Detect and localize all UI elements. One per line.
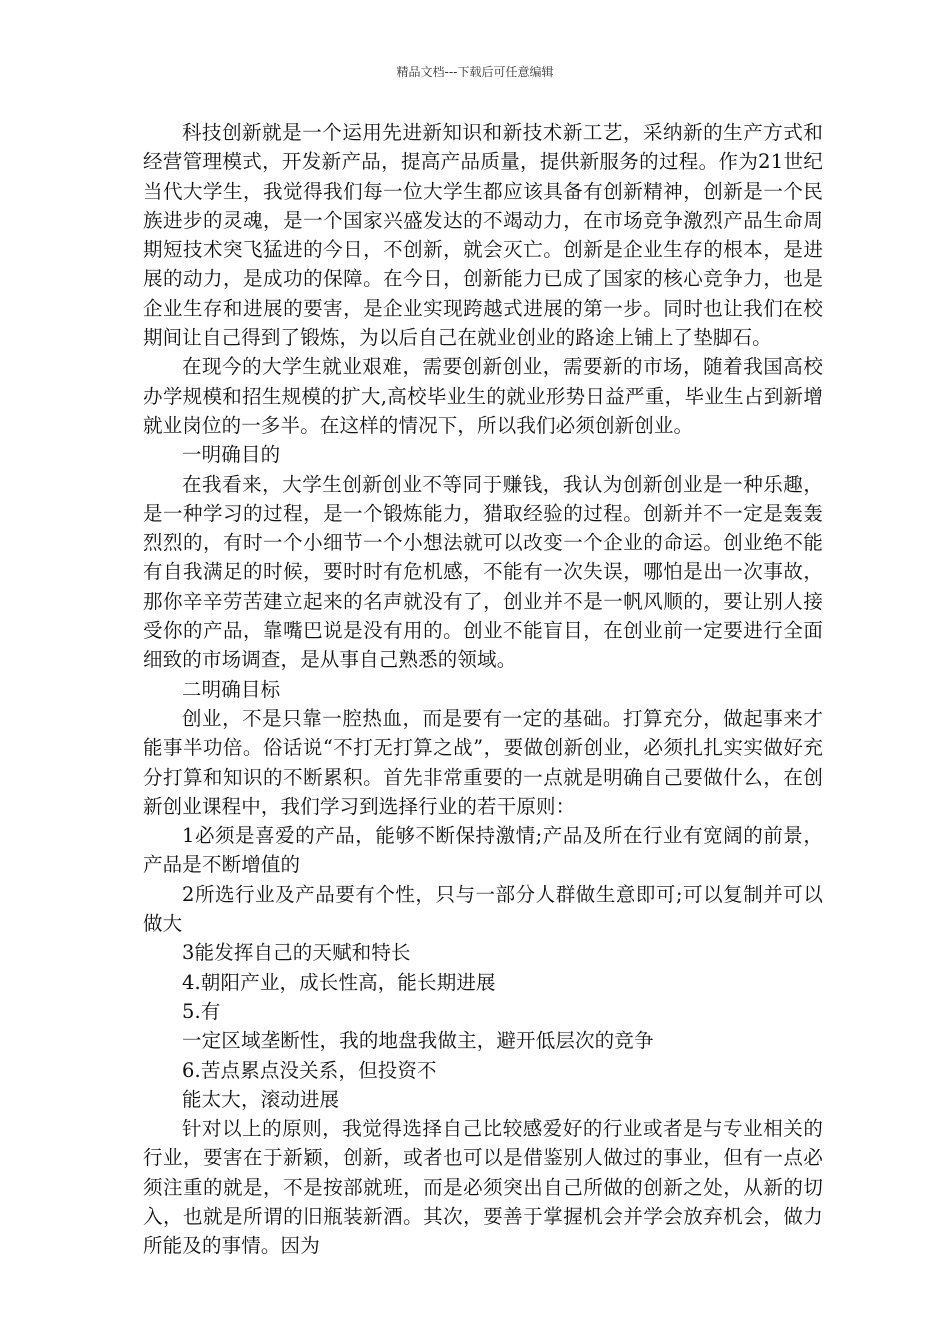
section-heading-goal: 二明确目标 <box>182 677 281 701</box>
principle-item-6-cont: 能太大，滚动进展 <box>182 1087 340 1111</box>
principle-item-5: 5.有 <box>182 999 221 1023</box>
principle-item-3: 3能发挥自己的天赋和特长 <box>182 941 411 965</box>
principle-item-6: 6.苦点累点没关系，但投资不 <box>182 1058 437 1082</box>
paragraph-goal: 创业，不是只靠一腔热血，而是要有一定的基础。打算充分，做起事来才能事半功倍。俗话说“不打无打算之战”，要做创新创业，必须扎扎实实做好充分打算和知识的不断累积。首先非常重要的一点就是明确自己要做什么，在创新创业课程中，我们学习到选择行业的若干原则： <box>143 706 823 818</box>
principle-item-2: 2所选行业及产品要有个性，只与一部分人群做生意即可;可以复制并可以做大 <box>143 882 823 936</box>
principle-item-5-cont: 一定区域垄断性，我的地盘我做主，避开低层次的竞争 <box>182 1029 654 1053</box>
paragraph-conclusion: 针对以上的原则，我觉得选择自己比较感爱好的行业或者是与专业相关的行业，要害在于新颖，创新，或者也可以是借鉴别人做过的事业，但有一点必须注重的就是，不是按部就班，而是必须突出自己所做的创新之处，从新的切入，也就是所谓的旧瓶装新酒。其次，要善于掌握机会并学会放弃机会，做力所能及的事情。因为 <box>143 1117 823 1258</box>
document-body <box>143 118 823 1261</box>
paragraph-purpose: 在我看来，大学生创新创业不等同于赚钱，我认为创新创业是一种乐趣，是一种学习的过程，是一个锻炼能力，猎取经验的过程。创新并不一定是轰轰烈烈的，有时一个小细节一个小想法就可以改变一个企业的命运。创业绝不能有自我满足的时候，要时时有危机感，不能有一次失误，哪怕是出一次事故，那你辛辛劳苦建立起来的名声就没有了，创业并不是一帆风顺的，要让别人接受你的产品，靠嘴巴说是没有用的。创业不能盲目，在创业前一定要进行全面细致的市场调查，是从事自己熟悉的领域。 <box>143 472 823 672</box>
page-header: 精品文档---下载后可任意编辑 <box>396 65 554 79</box>
section-heading-purpose: 一明确目的 <box>182 443 281 467</box>
paragraph-employment: 在现今的大学生就业艰难，需要创新创业，需要新的市场，随着我国高校办学规模和招生规模的扩大,高校毕业生的就业形势日益严重，毕业生占到新增就业岗位的一多半。在这样的情况下，所以我们必须创新创业。 <box>143 355 823 437</box>
principle-item-4: 4.朝阳产业，成长性高，能长期进展 <box>182 970 496 994</box>
principle-item-1: 1必须是喜爱的产品，能够不断保持激情;产品及所在行业有宽阔的前景，产品是不断增值的 <box>143 824 823 877</box>
paragraph-intro: 科技创新就是一个运用先进新知识和新技术新工艺，采纳新的生产方式和经营管理模式，开发新产品，提高产品质量，提供新服务的过程。作为21世纪当代大学生，我觉得我们每一位大学生都应该具备有创新精神，创新是一个民族进步的灵魂，是一个国家兴盛发达的不竭动力，在市场竞争激烈产品生命周期短技术突飞猛进的今日，不创新，就会灭亡。创新是企业生存的根本，是进展的动力，是成功的保障。在今日，创新能力已成了国家的核心竞争力，也是企业生存和进展的要害，是企业实现跨越式进展的第一步。同时也让我们在校期间让自己得到了锻炼，为以后自己在就业创业的路途上铺上了垫脚石。 <box>143 121 823 350</box>
